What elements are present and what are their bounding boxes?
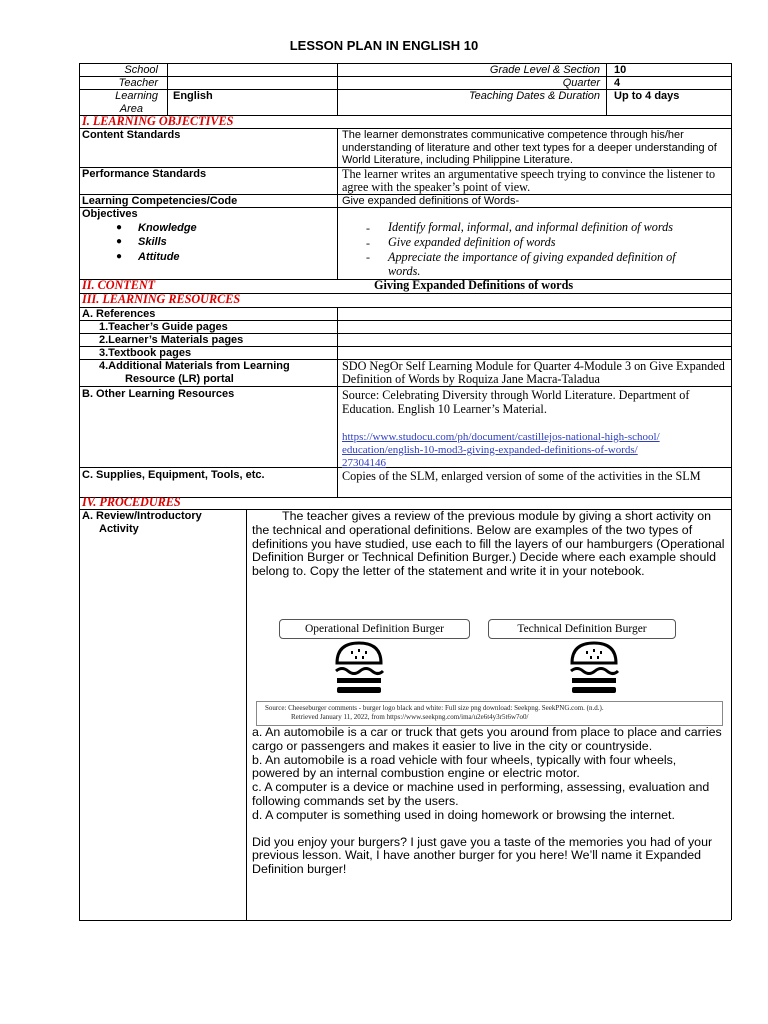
bullet-icon: ●	[116, 236, 123, 247]
school-label: School	[124, 64, 158, 76]
dates-value: Up to 4 days	[614, 90, 680, 102]
teachers-guide-label: 1.Teacher’s Guide pages	[99, 321, 228, 333]
intro-paragraph: The teacher gives a review of the previous module by giving a short activity on the technical and operational definitions. Below are examples of the two types of definitions you have studied, use each to fill the layers of our hamburgers (Operational Definition Burger or Technical Definition Burger.) Decide where each example should belong to. Copy the letter of the statement and write it in your notebook.	[252, 509, 725, 579]
other-resources-value: Source: Celebrating Diversity through World Literature. Department of Education. English 10 Learner’s Material.	[342, 388, 690, 416]
performance-standards-value: The learner writes an argumentative speech trying to convince the listener to agree with the speaker’s point of view.	[342, 167, 716, 194]
competencies-value: Give expanded definitions of Words-	[342, 195, 520, 207]
review-label: A. Review/Introductory Activity	[82, 510, 202, 535]
document-title: LESSON PLAN IN ENGLISH 10	[289, 38, 479, 53]
learners-materials-label: 2.Learner’s Materials pages	[99, 334, 244, 346]
list-item: b. An automobile is a road vehicle with four wheels, typically with four wheels, powered by an internal combustion engine or electric motor.	[252, 752, 677, 781]
content-value: Giving Expanded Definitions of words	[374, 278, 574, 292]
dash-icon: -	[366, 250, 370, 264]
supplies-value: Copies of the SLM, enlarged version of some of the activities in the SLM	[342, 469, 701, 483]
bullet-icon: ●	[116, 251, 123, 262]
supplies-label: C. Supplies, Equipment, Tools, etc.	[82, 469, 265, 481]
competencies-label: Learning Competencies/Code	[82, 195, 238, 207]
teacher-label: Teacher	[118, 77, 158, 89]
other-resources-label: B. Other Learning Resources	[82, 388, 235, 400]
skills-value: Give expanded definition of words	[388, 235, 556, 249]
objectives-label: Objectives	[82, 208, 138, 220]
performance-standards-label: Performance Standards	[82, 168, 207, 180]
textbook-label: 3.Textbook pages	[99, 347, 192, 359]
section-procedures: IV. PROCEDURES	[82, 495, 181, 509]
quarter-label: Quarter	[562, 77, 600, 89]
dash-icon: -	[366, 236, 370, 250]
technical-burger-label: Technical Definition Burger	[488, 619, 676, 639]
learning-area-label: Learning Area	[115, 90, 158, 115]
dates-label: Teaching Dates & Duration	[468, 90, 600, 102]
additional-materials-label: 4.Additional Materials from Learning Resource (LR) portal	[99, 360, 290, 385]
section-learning-objectives: I. LEARNING OBJECTIVES	[82, 114, 234, 128]
knowledge-label: Knowledge	[138, 222, 197, 234]
learning-area-value: English	[173, 90, 213, 102]
skills-label: Skills	[138, 236, 167, 248]
content-standards-value: The learner demonstrates communicative competence through his/her understanding of literature and other text types for a deeper understanding of World Literature, including Philippine Literature.	[342, 129, 717, 166]
knowledge-value: Identify formal, informal, and informal definition of words	[388, 220, 673, 234]
grade-value: 10	[614, 64, 627, 76]
resource-link[interactable]: https://www.studocu.com/ph/document/castillejos-national-high-school/ education/english-10-mod3-giving-expanded-definitions-of-words/ 27304146	[342, 431, 660, 469]
operational-burger-label: Operational Definition Burger	[279, 619, 470, 639]
attitude-value: Appreciate the importance of giving expanded definition of words.	[388, 250, 676, 278]
bullet-icon: ●	[116, 222, 123, 233]
burger-icon	[568, 641, 620, 696]
list-item: c. A computer is a device or machine used in performing, assessing, evaluation and following commands set by the users.	[252, 780, 710, 808]
references-label: A. References	[82, 308, 156, 320]
dash-icon: -	[366, 221, 370, 235]
section-content: II. CONTENT	[82, 278, 156, 292]
section-learning-resources: III. LEARNING RESOURCES	[82, 292, 241, 306]
list-item: a. An automobile is a car or truck that gets you around from place to place and carries cargo or passengers and makes it easier to live in the city or countryside.	[252, 725, 722, 753]
burger-icon	[333, 641, 385, 696]
attitude-label: Attitude	[138, 251, 180, 263]
quarter-value: 4	[614, 77, 621, 89]
list-item: d. A computer is something used in doing homework or browsing the internet.	[252, 807, 675, 822]
items-list	[252, 726, 726, 877]
grade-label: Grade Level & Section	[489, 64, 600, 76]
content-standards-label: Content Standards	[82, 129, 181, 141]
image-source-caption: Source: Cheeseburger comments - burger logo black and white: Full size png download: Seekpng. SeekPNG.com. (n.d.). Retrieved January 11, 2022, from https://www.seekpng.com/ima/u2e6t4y3r5t6w7o0/	[256, 701, 723, 726]
additional-materials-value: SDO NegOr Self Learning Module for Quarter 4-Module 3 on Give Expanded Definition of Words by Roquiza Jane Macra-Taladua	[342, 359, 725, 387]
closing-paragraph: Did you enjoy your burgers? I just gave you a taste of the memories you had of your previous lesson. Wait, I have another burger for you here! We’ll name it Expanded Definition burger!	[252, 834, 713, 877]
